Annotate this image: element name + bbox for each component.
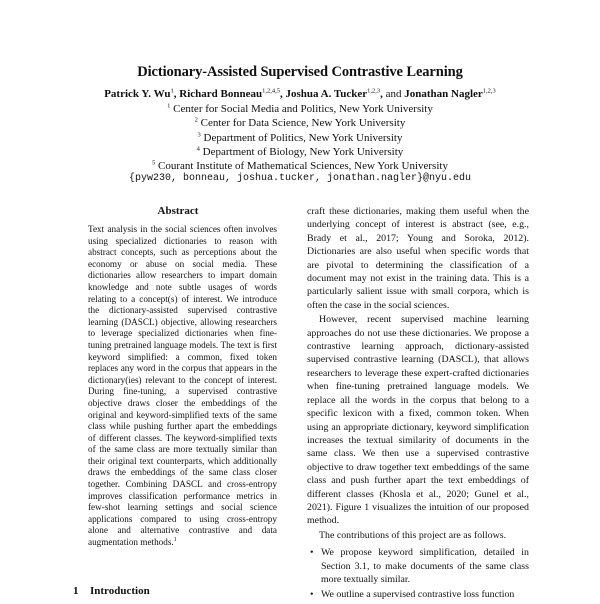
contributions-list bbox=[307, 546, 529, 602]
paragraph: The contributions of this project are as follows. bbox=[319, 529, 507, 541]
bullet-icon: • bbox=[310, 547, 314, 559]
affiliation-text: Center for Data Science, New York University bbox=[200, 117, 406, 130]
paragraph: However, recent supervised machine learning approaches do not use these dictionaries. We propose a contrastive learning approach, dictionary-assisted supervised contrastive learning (DASCL), that allows researchers to leverage these expert-crafted dictionaries when fine-tuning pretrained language models. We replace all the words in the corpus that belong to a specific lexicon with a fixed, common token. When using an appropriate dictionary, keyword simplification increases the textual similarity of documents in the same class. We then use a supervised contrastive objective to draw together text embeddings of the same class and push further apart the text embeddings of different classes (Khosla et al., 2020; Gunel et al., 2021). Figure 1 visualizes the intuition of our proposed method. bbox=[307, 314, 529, 527]
affiliation-marker: 4 bbox=[196, 145, 200, 153]
abstract-text: Text analysis in the social sciences often involves using specialized dictionaries to reason with abstract concepts, such as perceptions about the economy or abuse on social media. These dictionaries allow researchers to impart domain knowledge and note subtle usages of words relating to a concept(s) of interest. We introduce the dictionary-assisted supervised contrastive learning (DASCL) objective, allowing researchers to leverage specialized dictionaries when fine-tuning pretrained language models. The text is first keyword simplified: a common, fixed token replaces any word in the corpus that appears in the dictionary(ies) relevant to the concept of interest. During fine-tuning, a supervised contrastive objective draws closer the embeddings of the original and keyword-simplified texts of the same class while pushing further apart the embeddings of different classes. The keyword-simplified texts of the same class are more textually similar than their original text counterparts, which additionally draws the embeddings of the same class closer together. Combining DASCL and cross-entropy improves classification performance metrics in few-shot learning settings and social science applications compared to using cross-entropy alone and alternative contrastive and data augmentation methods. bbox=[88, 224, 277, 548]
affiliation-marker: 3 bbox=[197, 130, 201, 138]
author-list bbox=[0, 88, 600, 100]
affiliation-line bbox=[0, 145, 600, 159]
author-name: Joshua A. Tucker bbox=[285, 88, 368, 100]
affiliation-line bbox=[0, 159, 600, 173]
author-separator: , bbox=[279, 88, 283, 100]
paper-title: Dictionary-Assisted Supervised Contrastive Learning bbox=[137, 64, 463, 80]
author-separator: , bbox=[380, 88, 383, 100]
affiliation-marker: 5 bbox=[152, 159, 156, 167]
list-item-text: We propose keyword simplification, detailed in Section 3.1, to make documents of the same class more textually similar. bbox=[321, 547, 529, 585]
author-emails: {pyw230, bonneau, joshua.tucker, jonathan.nagler}@nyu.edu bbox=[128, 173, 472, 184]
section-title: Introduction bbox=[90, 585, 150, 597]
author-affil-marker: 1,2,4,5 bbox=[262, 87, 280, 95]
bullet-icon: • bbox=[310, 589, 314, 601]
author-affil-marker: 1 bbox=[170, 87, 174, 95]
affiliation-text: Center for Social Media and Politics, New York University bbox=[173, 103, 433, 115]
author-affil-marker: 1,2,3 bbox=[482, 87, 496, 95]
section-heading-introduction bbox=[73, 585, 150, 597]
affiliation-text: Department of Biology, New York University bbox=[202, 145, 404, 158]
affiliation-list bbox=[0, 102, 600, 173]
author-affil-marker: 1,2,3 bbox=[367, 87, 381, 95]
affiliation-marker: 2 bbox=[194, 116, 198, 124]
affiliation-line bbox=[0, 116, 600, 130]
author-name: Patrick Y. Wu bbox=[104, 88, 171, 100]
list-item bbox=[310, 546, 529, 586]
paragraph: craft these dictionaries, making them useful when the underlying concept of interest is abstract (see, e.g., Brady et al., 2017; Young and Soroka, 2012). Dictionaries are also useful when specific words that are pivotal to determining the classification of a document may not exist in the training data. This is a particularly salient issue with small corpora, which is often the case in the social sciences. bbox=[307, 206, 529, 311]
right-column bbox=[307, 205, 529, 604]
section-number: 1 bbox=[73, 585, 79, 597]
abstract-body bbox=[88, 224, 277, 549]
affiliation-text: Department of Politics, New York University bbox=[203, 131, 403, 144]
abstract-heading: Abstract bbox=[157, 205, 199, 217]
author-separator: , bbox=[173, 88, 177, 100]
author-name: Richard Bonneau bbox=[179, 88, 263, 100]
affiliation-text: Courant Institute of Mathematical Sciences, New York University bbox=[158, 160, 448, 173]
affiliation-line bbox=[0, 131, 600, 145]
author-and: and bbox=[385, 88, 402, 100]
list-item-text: We outline a supervised contrastive loss function bbox=[321, 589, 515, 601]
footnote-marker: 1 bbox=[173, 536, 177, 543]
affiliation-line bbox=[0, 102, 600, 116]
affiliation-marker: 1 bbox=[167, 102, 171, 110]
author-name: Jonathan Nagler bbox=[404, 88, 483, 100]
